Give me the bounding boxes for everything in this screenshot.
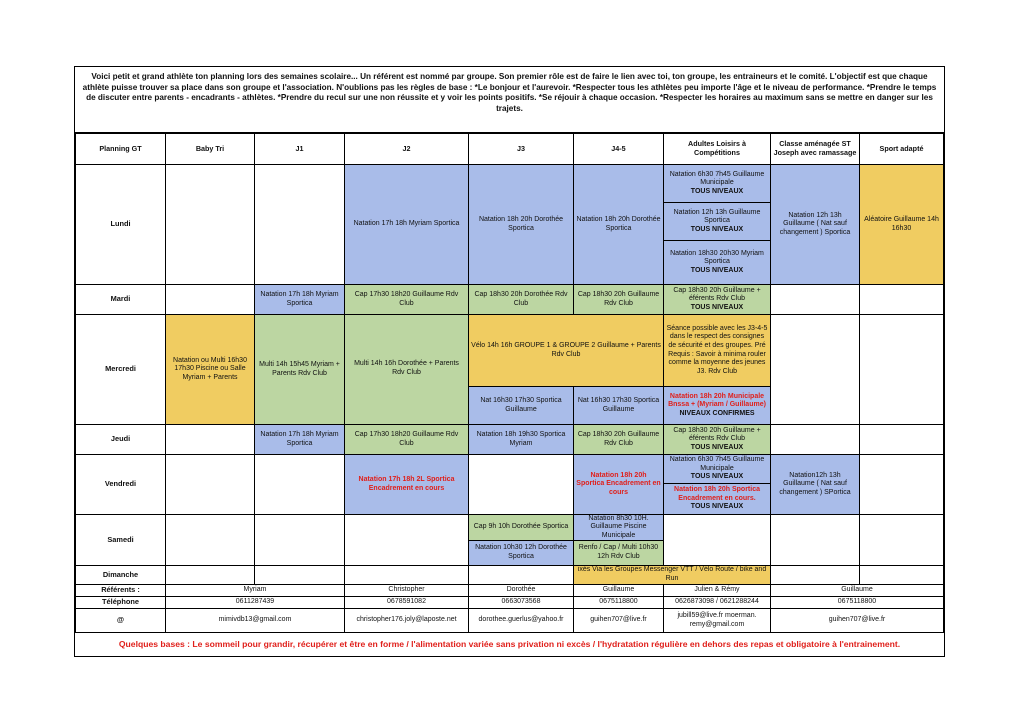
lundi-adultes-slot-1 bbox=[664, 165, 770, 203]
phone-adultes: 0626873098 / 0621288244 bbox=[663, 596, 771, 609]
cell-dimanche-groupes: ixés Via les Groupes Messenger VTT / Vélo Route / bike and Run bbox=[573, 565, 771, 585]
cell-empty bbox=[770, 314, 860, 425]
cell-empty bbox=[165, 565, 255, 585]
cell-vendredi-classe: Natation12h 13h Guillaume ( Nat sauf changement ) SPortica bbox=[770, 454, 860, 515]
header-planning: Planning GT bbox=[75, 133, 166, 165]
cell-empty bbox=[859, 514, 944, 566]
header-adultes: Adultes Loisirs à Compétitions bbox=[663, 133, 771, 165]
header-classe: Classe aménagée ST Joseph avec ramassage bbox=[770, 133, 860, 165]
slot-text: Natation 6h30 7h45 Guillaume Municipale bbox=[669, 456, 765, 472]
cell-empty bbox=[254, 514, 345, 566]
cell-lundi-j45: Natation 18h 20h Dorothée Sportica bbox=[573, 164, 664, 285]
slot-level: TOUS NIVEAUX bbox=[690, 503, 744, 511]
cell-empty bbox=[165, 454, 255, 515]
slot-level: NIVEAUX CONFIRMES bbox=[679, 409, 755, 417]
cell-empty bbox=[165, 164, 255, 285]
cell-empty bbox=[254, 164, 345, 285]
cell-lundi-j3: Natation 18h 20h Dorothée Sportica bbox=[468, 164, 574, 285]
vendredi-adultes-slot-1 bbox=[664, 455, 770, 484]
phone-j3: 0663073568 bbox=[468, 596, 574, 609]
cell-empty bbox=[859, 454, 944, 515]
slot-text: Natation 18h 20h Sportica Encadrement en cours. bbox=[674, 486, 760, 502]
row-label-email: @ bbox=[75, 608, 166, 633]
intro-text: Voici petit et grand athlète ton planning lors des semaines scolaire... Un référent est nommé par groupe. Son premier rôle est de faire le lien avec toi, ton groupe, les entraineurs et le comité. L'objectif est que chaque athlète puisse trouver sa place dans son groupe et l'association. N'oublions pas les règles de base : *Le bonjour et l'aurevoir. *Respecter tous les athlètes peu importe l'âge et le niveau de performance. *Prendre le temps de discuter entre parents - encadrants - athlètes. *Prendre du recul sur une non réussite et y voir les points positifs. *Se réjouir à chaque occasion. *Respecter les horaires au maximum sans se mettre en danger sur les trajets. bbox=[75, 67, 944, 133]
cell-empty bbox=[770, 284, 860, 315]
cell-mercredi-j3-nat: Nat 16h30 17h30 Sportica Guillaume bbox=[468, 386, 574, 425]
referent-classe-sport: Guillaume bbox=[770, 584, 944, 597]
cell-mercredi-j1: Multi 14h 15h45 Myriam + Parents Rdv Club bbox=[254, 314, 345, 425]
header-j45: J4-5 bbox=[573, 133, 664, 165]
header-babytri: Baby Tri bbox=[165, 133, 255, 165]
cell-empty bbox=[663, 514, 771, 566]
cell-empty bbox=[859, 314, 944, 425]
cell-mercredi-j45-nat: Nat 16h30 17h30 Sportica Guillaume bbox=[573, 386, 664, 425]
slot-text: Natation 6h30 7h45 Guillaume Municipale bbox=[669, 170, 765, 187]
cell-mercredi-velo: Vélo 14h 16h GROUPE 1 & GROUPE 2 Guillaume + Parents Rdv Club bbox=[468, 314, 664, 387]
cell-empty bbox=[859, 565, 944, 585]
cell-empty bbox=[468, 454, 574, 515]
cell-jeudi-j45: Cap 18h30 20h Guillaume Rdv Club bbox=[573, 424, 664, 455]
lundi-adultes-slot-2 bbox=[664, 203, 770, 241]
cell-empty bbox=[344, 514, 469, 566]
slot-level: TOUS NIVEAUX bbox=[690, 266, 744, 274]
header-sport: Sport adapté bbox=[859, 133, 944, 165]
cell-mardi-j1: Natation 17h 18h Myriam Sportica bbox=[254, 284, 345, 315]
referent-adultes: Julien & Rémy bbox=[663, 584, 771, 597]
day-jeudi: Jeudi bbox=[75, 424, 166, 455]
slot-text: Cap 18h30 20h Guillaume + éférents Rdv Club bbox=[673, 286, 761, 303]
cell-empty bbox=[254, 565, 345, 585]
header-j1: J1 bbox=[254, 133, 345, 165]
row-label-referents: Référents : bbox=[75, 584, 166, 597]
vendredi-adultes-slot-2 bbox=[664, 484, 770, 514]
cell-mardi-j3: Cap 18h30 20h Dorothée Rdv Club bbox=[468, 284, 574, 315]
slot-text: Natation 18h30 20h30 Myriam Sportica bbox=[670, 249, 764, 266]
cell-jeudi-j1: Natation 17h 18h Myriam Sportica bbox=[254, 424, 345, 455]
cell-samedi-j3-nat: Natation 10h30 12h Dorothée Sportica bbox=[468, 540, 574, 566]
cell-vendredi-adultes bbox=[663, 454, 771, 515]
slot-text: Natation 12h 13h Guillaume Sportica bbox=[673, 208, 761, 225]
lundi-adultes-slot-3 bbox=[664, 241, 770, 284]
cell-jeudi-j3: Natation 18h 19h30 Sportica Myriam bbox=[468, 424, 574, 455]
referent-j3: Dorothée bbox=[468, 584, 574, 597]
cell-empty bbox=[165, 424, 255, 455]
phone-j45: 0675118800 bbox=[573, 596, 664, 609]
phone-classe-sport: 0675118800 bbox=[770, 596, 944, 609]
referent-babytri-j1: Myriam bbox=[165, 584, 345, 597]
cell-lundi-sport: Aléatoire Guillaume 14h 16h30 bbox=[859, 164, 944, 285]
slot-text: Cap 18h30 20h Guillaume + éférents Rdv Club bbox=[673, 426, 761, 443]
slot-level: TOUS NIVEAUX bbox=[690, 303, 744, 311]
cell-empty bbox=[770, 424, 860, 455]
cell-empty bbox=[254, 454, 345, 515]
day-samedi: Samedi bbox=[75, 514, 166, 566]
cell-empty bbox=[770, 565, 860, 585]
cell-empty bbox=[344, 565, 469, 585]
email-j45: guihen707@live.fr bbox=[573, 608, 664, 633]
day-vendredi: Vendredi bbox=[75, 454, 166, 515]
cell-empty bbox=[468, 565, 574, 585]
email-classe-sport: guihen707@live.fr bbox=[770, 608, 944, 633]
cell-samedi-j45-renfo: Renfo / Cap / Multi 10h30 12h Rdv Club bbox=[573, 540, 664, 566]
slot-text: Natation 18h 20h Municipale Bnssa + (Myriam / Guillaume) bbox=[668, 392, 766, 409]
cell-empty bbox=[859, 284, 944, 315]
cell-empty bbox=[770, 514, 860, 566]
footer-note: Quelques bases : Le sommeil pour grandir, récupérer et être en forme / l'alimentation variée sans privation ni excès / l'hydratation régulière en dehors des repas et obligatoire à l'entrainement. bbox=[118, 639, 901, 649]
cell-mercredi-adultes-nat bbox=[663, 386, 771, 425]
email-adultes: jubill59@live.fr moerman. remy@gmail.com bbox=[663, 608, 771, 633]
cell-mardi-j2: Cap 17h30 18h20 Guillaume Rdv Club bbox=[344, 284, 469, 315]
cell-samedi-j3-cap: Cap 9h 10h Dorothée Sportica bbox=[468, 514, 574, 541]
cell-mardi-j45: Cap 18h30 20h Guillaume Rdv Club bbox=[573, 284, 664, 315]
slot-level: TOUS NIVEAUX bbox=[690, 187, 744, 195]
day-lundi: Lundi bbox=[75, 164, 166, 285]
phone-babytri-j1: 0611287439 bbox=[165, 596, 345, 609]
referent-j2: Christopher bbox=[344, 584, 469, 597]
cell-vendredi-j45: Natation 18h 20h Sportica Encadrement en cours bbox=[573, 454, 664, 515]
cell-lundi-adultes bbox=[663, 164, 771, 285]
row-label-telephone: Téléphone bbox=[75, 596, 166, 609]
slot-level: TOUS NIVEAUX bbox=[690, 473, 744, 481]
day-dimanche: Dimanche bbox=[75, 565, 166, 585]
email-j2: christopher176.joly@laposte.net bbox=[344, 608, 469, 633]
header-j2: J2 bbox=[344, 133, 469, 165]
phone-j2: 0678591082 bbox=[344, 596, 469, 609]
day-mardi: Mardi bbox=[75, 284, 166, 315]
cell-jeudi-adultes bbox=[663, 424, 771, 455]
email-j3: dorothee.guerlus@yahoo.fr bbox=[468, 608, 574, 633]
cell-mercredi-adultes-velo: Séance possible avec les J3-4-5 dans le respect des consignes de sécurité et des groupes. Pré Requis : Savoir à minima rouler comme la moyenne des jeunes J3. Rdv Club bbox=[663, 314, 771, 387]
cell-mercredi-babytri: Natation ou Multi 16h30 17h30 Piscine ou Salle Myriam + Parents bbox=[165, 314, 255, 425]
email-babytri-j1: mimivdb13@gmail.com bbox=[165, 608, 345, 633]
cell-lundi-classe: Natation 12h 13h Guillaume ( Nat sauf changement ) Sportica bbox=[770, 164, 860, 285]
day-mercredi: Mercredi bbox=[75, 314, 166, 425]
header-j3: J3 bbox=[468, 133, 574, 165]
slot-level: TOUS NIVEAUX bbox=[690, 443, 744, 451]
cell-empty bbox=[859, 424, 944, 455]
cell-lundi-j2: Natation 17h 18h Myriam Sportica bbox=[344, 164, 469, 285]
cell-mercredi-j2: Multi 14h 16h Dorothée + Parents Rdv Club bbox=[344, 314, 469, 425]
referent-j45: Guillaume bbox=[573, 584, 664, 597]
planning-sheet bbox=[74, 66, 945, 657]
cell-empty bbox=[165, 284, 255, 315]
slot-level: TOUS NIVEAUX bbox=[690, 225, 744, 233]
cell-empty bbox=[165, 514, 255, 566]
cell-jeudi-j2: Cap 17h30 18h20 Guillaume Rdv Club bbox=[344, 424, 469, 455]
cell-mardi-adultes bbox=[663, 284, 771, 315]
cell-vendredi-j2: Natation 17h 18h 2L Sportica Encadrement en cours bbox=[344, 454, 469, 515]
cell-samedi-j45-nat: Natation 8h30 10H. Guillaume Piscine Municipale bbox=[573, 514, 664, 541]
